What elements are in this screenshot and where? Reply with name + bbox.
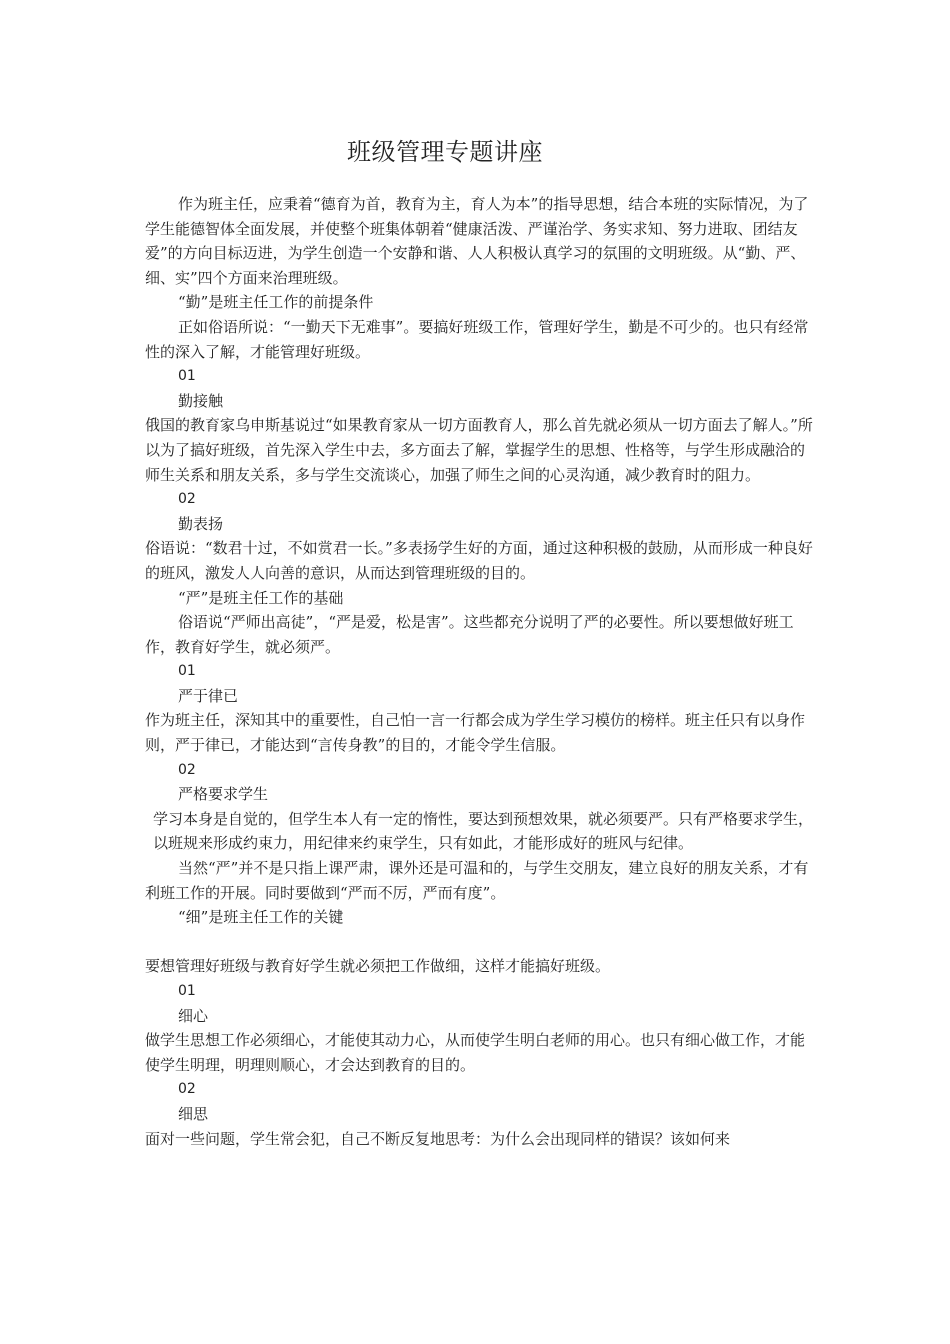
- section-number: 01: [178, 368, 196, 385]
- paragraph: 面对一些问题，学生常会犯，自己不断反复地思考：为什么会出现同样的错误？该如何来: [145, 1129, 731, 1148]
- paragraph: 俗语说“严师出高徒”，“严是爱，松是害”。这些都充分说明了严的必要性。所以要想做好班工作，教育好学生，就必须严。: [145, 613, 794, 656]
- section-heading: 勤接触: [178, 391, 224, 410]
- paragraph: 当然“严”并不是只指上课严肃，课外还是可温和的，与学生交朋友，建立良好的朋友关系，才有利班工作的开展。同时要做到“严而不厉，严而有度”。: [145, 859, 809, 902]
- section-heading: 严格要求学生: [178, 785, 269, 804]
- section-heading: 细思: [178, 1104, 209, 1123]
- section-heading: 严于律已: [178, 686, 239, 705]
- section-heading: 勤表扬: [178, 514, 224, 533]
- section-heading: 细心: [178, 1006, 209, 1025]
- section-heading: “细”是班主任工作的关键: [178, 908, 344, 927]
- paragraph: 俄国的教育家乌申斯基说过“如果教育家从一切方面教育人，那么首先就必须从一切方面去了解人。”所以为了搞好班级，首先深入学生中去，多方面去了解，掌握学生的思想、性格等，与学生形成融洽的师生关系和朋友关系，多与学生交流谈心，加强了师生之间的心灵沟通，减少教育时的阻力。: [145, 416, 813, 484]
- section-number: 01: [178, 983, 196, 999]
- paragraph: 做学生思想工作必须细心，才能使其动力心，从而使学生明白老师的用心。也只有细心做工作，才能使学生明理，明理则顺心，才会达到教育的目的。: [145, 1031, 806, 1074]
- section-number: 02: [178, 1081, 196, 1098]
- section-number: 02: [178, 761, 196, 778]
- paragraph: 作为班主任，应秉着“德育为首，教育为主，育人为本”的指导思想，结合本班的实际情况，为了学生能德智体全面发展，并使整个班集体朝着“健康活泼、严谨治学、务实求知、努力进取、团结友爱”的方向目标迈进，为学生创造一个安静和谐、人人积极认真学习的氛围的文明班级。从“勤、严、细、实”四个方面来治理班级。: [145, 195, 809, 287]
- section-number: 01: [178, 663, 196, 680]
- section-heading: “严”是班主任工作的基础: [178, 588, 344, 607]
- document-title: 班级管理专题讲座: [347, 138, 543, 166]
- section-number: 02: [178, 491, 196, 508]
- paragraph: 正如俗语所说：“一勤天下无难事”。要搞好班级工作，管理好学生，勤是不可少的。也只有经常性的深入了解，才能管理好班级。: [145, 317, 809, 361]
- blank-line: [145, 930, 813, 955]
- paragraph: 俗语说：“数君十过，不如赏君一长。”多表扬学生好的方面，通过这种积极的鼓励，从而形成一种良好的班风，激发人人向善的意识，从而达到管理班级的目的。: [145, 539, 813, 582]
- paragraph: 作为班主任，深知其中的重要性，自己怕一言一行都会成为学生学习模仿的榜样。班主任只有以身作则，严于律已，才能达到“言传身教”的目的，才能令学生信服。: [145, 711, 806, 755]
- paragraph: 学习本身是自觉的，但学生本人有一定的惰性，要达到预想效果，就必须要严。只有严格要求学生，以班规来形成约束力，用纪律来约束学生，只有如此，才能形成好的班风与纪律。: [153, 809, 814, 853]
- section-heading: “勤”是班主任工作的前提条件: [178, 293, 374, 312]
- document-body: [145, 192, 813, 1151]
- paragraph: 要想管理好班级与教育好学生就必须把工作做细，这样才能搞好班级。: [145, 957, 611, 976]
